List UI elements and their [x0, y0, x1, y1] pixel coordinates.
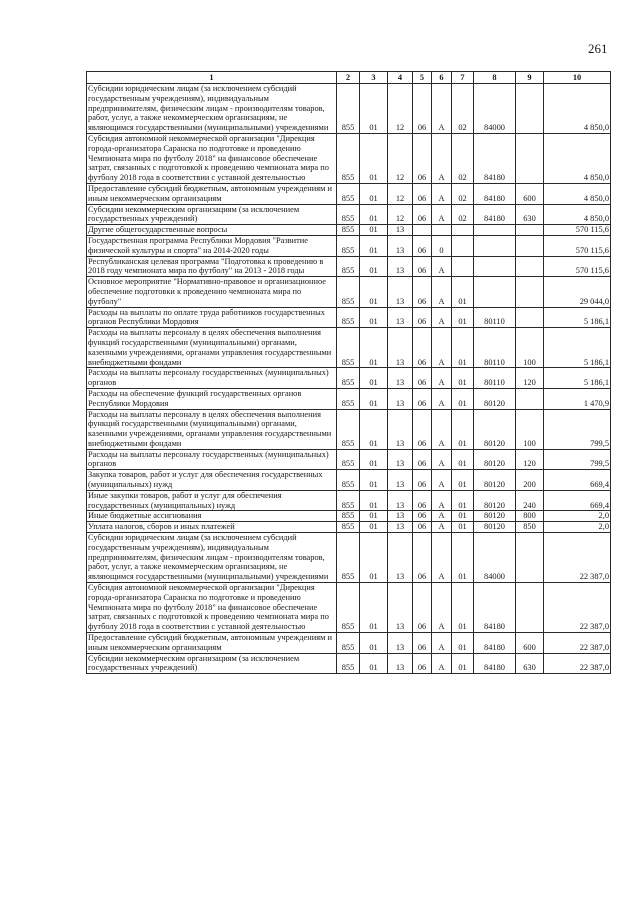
table-row: [87, 449, 611, 470]
section-code-cell: 01: [360, 511, 388, 522]
subprogram-code-cell: А: [432, 409, 452, 449]
subprogram-code-cell: А: [432, 522, 452, 533]
activity-code-cell: 01: [452, 368, 474, 389]
activity-code-cell: 01: [452, 490, 474, 511]
activity-code-cell: 01: [452, 653, 474, 674]
program-code-cell: 06: [413, 511, 432, 522]
section-code-cell: 01: [360, 277, 388, 307]
table-row: [87, 277, 611, 307]
table-row: [87, 225, 611, 236]
section-code-cell: 01: [360, 583, 388, 633]
amount-cell: 22 387,0: [544, 583, 611, 633]
section-code-cell: 01: [360, 409, 388, 449]
row-name-cell: Предоставление субсидий бюджетным, автономным учреждениям и иным некоммерческим организациям: [87, 633, 337, 654]
program-code-cell: 06: [413, 183, 432, 204]
direction-code-cell: 80120: [474, 490, 516, 511]
subprogram-code-cell: А: [432, 277, 452, 307]
program-code-cell: 06: [413, 307, 432, 328]
ved-code-cell: 855: [337, 409, 360, 449]
ved-code-cell: 855: [337, 522, 360, 533]
row-name-cell: Расходы на выплаты персоналу в целях обеспечения выполнения функций государственными (муниципальными) органами, казенными учреждениями, органами управления государственными внебюджетными фондами: [87, 328, 337, 368]
expense-type-code-cell: 100: [516, 328, 544, 368]
program-code-cell: 06: [413, 409, 432, 449]
row-name-cell: Субсидии некоммерческим организациям (за исключением государственных учреждений): [87, 204, 337, 225]
activity-code-cell: 02: [452, 183, 474, 204]
amount-cell: 570 115,6: [544, 225, 611, 236]
program-code-cell: 06: [413, 328, 432, 368]
subprogram-code-cell: А: [432, 388, 452, 409]
expense-type-code-cell: 600: [516, 633, 544, 654]
budget-table: [86, 71, 611, 674]
amount-cell: 4 850,0: [544, 204, 611, 225]
header-cell: 9: [516, 72, 544, 84]
section-code-cell: 01: [360, 307, 388, 328]
subsection-code-cell: 13: [388, 277, 413, 307]
direction-code-cell: 80110: [474, 328, 516, 368]
activity-code-cell: 01: [452, 511, 474, 522]
program-code-cell: 06: [413, 633, 432, 654]
section-code-cell: 01: [360, 490, 388, 511]
row-name-cell: Субсидии юридическим лицам (за исключением субсидий государственным учреждениям), индивидуальным предпринимателям, физическим лицам - производителям товаров, работ, услуг, а также некоммерческим организациям, не являющимся государственными (муниципальными) учреждениями: [87, 84, 337, 134]
subprogram-code-cell: А: [432, 307, 452, 328]
activity-code-cell: 01: [452, 633, 474, 654]
expense-type-code-cell: [516, 133, 544, 183]
table-row: [87, 388, 611, 409]
section-code-cell: 01: [360, 204, 388, 225]
amount-cell: 570 115,6: [544, 256, 611, 277]
program-code-cell: 06: [413, 235, 432, 256]
activity-code-cell: 02: [452, 84, 474, 134]
direction-code-cell: 84180: [474, 133, 516, 183]
amount-cell: 4 850,0: [544, 133, 611, 183]
ved-code-cell: 855: [337, 328, 360, 368]
subprogram-code-cell: 0: [432, 235, 452, 256]
ved-code-cell: 855: [337, 511, 360, 522]
program-code-cell: 06: [413, 522, 432, 533]
ved-code-cell: 855: [337, 204, 360, 225]
section-code-cell: 01: [360, 522, 388, 533]
program-code-cell: 06: [413, 204, 432, 225]
table-row: [87, 204, 611, 225]
direction-code-cell: 80120: [474, 449, 516, 470]
table-body: [87, 84, 611, 674]
row-name-cell: Закупка товаров, работ и услуг для обеспечения государственных (муниципальных) нужд: [87, 470, 337, 491]
subsection-code-cell: 13: [388, 368, 413, 389]
page-number: 261: [588, 41, 608, 56]
subsection-code-cell: 13: [388, 449, 413, 470]
subsection-code-cell: 12: [388, 133, 413, 183]
amount-cell: 1 470,9: [544, 388, 611, 409]
subsection-code-cell: 13: [388, 307, 413, 328]
program-code-cell: 06: [413, 653, 432, 674]
amount-cell: 669,4: [544, 470, 611, 491]
activity-code-cell: 01: [452, 307, 474, 328]
subprogram-code-cell: А: [432, 449, 452, 470]
program-code-cell: 06: [413, 368, 432, 389]
header-cell: 10: [544, 72, 611, 84]
expense-type-code-cell: 120: [516, 368, 544, 389]
table-row: [87, 522, 611, 533]
table-row: [87, 511, 611, 522]
header-cell: 7: [452, 72, 474, 84]
header-cell: 2: [337, 72, 360, 84]
expense-type-code-cell: [516, 277, 544, 307]
ved-code-cell: 855: [337, 470, 360, 491]
subsection-code-cell: 13: [388, 256, 413, 277]
ved-code-cell: 855: [337, 256, 360, 277]
direction-code-cell: 84180: [474, 633, 516, 654]
row-name-cell: Субсидии юридическим лицам (за исключением субсидий государственным учреждениям), индивидуальным предпринимателям, физическим лицам - производителям товаров, работ, услуг, а также некоммерческим организациям, не являющимся государственными (муниципальными) учреждениями: [87, 533, 337, 583]
subsection-code-cell: 13: [388, 328, 413, 368]
section-code-cell: 01: [360, 256, 388, 277]
program-code-cell: [413, 225, 432, 236]
amount-cell: 5 186,1: [544, 368, 611, 389]
activity-code-cell: 01: [452, 388, 474, 409]
table-row: [87, 368, 611, 389]
subsection-code-cell: 13: [388, 409, 413, 449]
ved-code-cell: 855: [337, 235, 360, 256]
amount-cell: 4 850,0: [544, 183, 611, 204]
subprogram-code-cell: А: [432, 133, 452, 183]
direction-code-cell: 80120: [474, 409, 516, 449]
direction-code-cell: [474, 277, 516, 307]
amount-cell: 22 387,0: [544, 633, 611, 654]
ved-code-cell: 855: [337, 307, 360, 328]
expense-type-code-cell: 800: [516, 511, 544, 522]
table-row: [87, 133, 611, 183]
table-row: [87, 533, 611, 583]
subprogram-code-cell: [432, 225, 452, 236]
program-code-cell: 06: [413, 449, 432, 470]
direction-code-cell: 84000: [474, 533, 516, 583]
amount-cell: 669,4: [544, 490, 611, 511]
subprogram-code-cell: А: [432, 633, 452, 654]
program-code-cell: 06: [413, 388, 432, 409]
ved-code-cell: 855: [337, 653, 360, 674]
program-code-cell: 06: [413, 583, 432, 633]
header-row: [87, 72, 611, 84]
activity-code-cell: 01: [452, 533, 474, 583]
row-name-cell: Субсидия автономной некоммерческой организации "Дирекция города-организатора Саранска по подготовке и проведению Чемпионата мира по футболу 2018" на финансовое обеспечение затрат, связанных с подготовкой к проведению чемпионата мира по футболу 2018 года в соответствии с уставной деятельностью: [87, 133, 337, 183]
amount-cell: 22 387,0: [544, 653, 611, 674]
table-row: [87, 307, 611, 328]
subsection-code-cell: 13: [388, 522, 413, 533]
table-row: [87, 256, 611, 277]
program-code-cell: 06: [413, 133, 432, 183]
section-code-cell: 01: [360, 84, 388, 134]
activity-code-cell: 01: [452, 583, 474, 633]
direction-code-cell: 80120: [474, 511, 516, 522]
header-cell: 1: [87, 72, 337, 84]
subprogram-code-cell: А: [432, 368, 452, 389]
amount-cell: 570 115,6: [544, 235, 611, 256]
expense-type-code-cell: 630: [516, 653, 544, 674]
activity-code-cell: 01: [452, 470, 474, 491]
direction-code-cell: 80120: [474, 470, 516, 491]
activity-code-cell: 01: [452, 409, 474, 449]
table-row: [87, 470, 611, 491]
expense-type-code-cell: 630: [516, 204, 544, 225]
direction-code-cell: [474, 235, 516, 256]
amount-cell: 2,0: [544, 511, 611, 522]
activity-code-cell: 01: [452, 449, 474, 470]
table-row: [87, 490, 611, 511]
expense-type-code-cell: 100: [516, 409, 544, 449]
subprogram-code-cell: А: [432, 583, 452, 633]
expense-type-code-cell: [516, 225, 544, 236]
row-name-cell: Основное мероприятие "Нормативно-правовое и организационное обеспечение подготовки к проведению чемпионата мира по футболу": [87, 277, 337, 307]
subsection-code-cell: 13: [388, 225, 413, 236]
subsection-code-cell: 13: [388, 235, 413, 256]
row-name-cell: Расходы на выплаты персоналу государственных (муниципальных) органов: [87, 449, 337, 470]
subsection-code-cell: 13: [388, 388, 413, 409]
activity-code-cell: 01: [452, 522, 474, 533]
section-code-cell: 01: [360, 225, 388, 236]
activity-code-cell: 01: [452, 277, 474, 307]
section-code-cell: 01: [360, 328, 388, 368]
amount-cell: 799,5: [544, 449, 611, 470]
section-code-cell: 01: [360, 533, 388, 583]
header-cell: 3: [360, 72, 388, 84]
activity-code-cell: 02: [452, 204, 474, 225]
row-name-cell: Предоставление субсидий бюджетным, автономным учреждениям и иным некоммерческим организациям: [87, 183, 337, 204]
section-code-cell: 01: [360, 633, 388, 654]
subsection-code-cell: 13: [388, 633, 413, 654]
program-code-cell: 06: [413, 277, 432, 307]
amount-cell: 5 186,1: [544, 307, 611, 328]
program-code-cell: 06: [413, 533, 432, 583]
activity-code-cell: 01: [452, 328, 474, 368]
row-name-cell: Другие общегосударственные вопросы: [87, 225, 337, 236]
expense-type-code-cell: 240: [516, 490, 544, 511]
subprogram-code-cell: А: [432, 84, 452, 134]
table-row: [87, 328, 611, 368]
expense-type-code-cell: [516, 533, 544, 583]
section-code-cell: 01: [360, 183, 388, 204]
amount-cell: 4 850,0: [544, 84, 611, 134]
section-code-cell: 01: [360, 449, 388, 470]
amount-cell: 29 044,0: [544, 277, 611, 307]
section-code-cell: 01: [360, 388, 388, 409]
program-code-cell: 06: [413, 470, 432, 491]
amount-cell: 22 387,0: [544, 533, 611, 583]
row-name-cell: Иные бюджетные ассигнования: [87, 511, 337, 522]
header-cell: 4: [388, 72, 413, 84]
direction-code-cell: 84180: [474, 583, 516, 633]
direction-code-cell: 80110: [474, 307, 516, 328]
amount-cell: 5 186,1: [544, 328, 611, 368]
program-code-cell: 06: [413, 84, 432, 134]
activity-code-cell: [452, 235, 474, 256]
direction-code-cell: [474, 225, 516, 236]
subprogram-code-cell: А: [432, 183, 452, 204]
header-cell: 6: [432, 72, 452, 84]
row-name-cell: Расходы на выплаты по оплате труда работников государственных органов Республики Мордовия: [87, 307, 337, 328]
direction-code-cell: 84180: [474, 653, 516, 674]
activity-code-cell: [452, 256, 474, 277]
subsection-code-cell: 13: [388, 511, 413, 522]
row-name-cell: Расходы на выплаты персоналу в целях обеспечения выполнения функций государственными (муниципальными) органами, казенными учреждениями, органами управления государственными внебюджетными фондами: [87, 409, 337, 449]
section-code-cell: 01: [360, 133, 388, 183]
ved-code-cell: 855: [337, 490, 360, 511]
expense-type-code-cell: [516, 235, 544, 256]
table-row: [87, 583, 611, 633]
subsection-code-cell: 12: [388, 183, 413, 204]
row-name-cell: Уплата налогов, сборов и иных платежей: [87, 522, 337, 533]
section-code-cell: 01: [360, 470, 388, 491]
row-name-cell: Субсидия автономной некоммерческой организации "Дирекция города-организатора Саранска по подготовке и проведению Чемпионата мира по футболу 2018" на финансовое обеспечение затрат, связанных с подготовкой к проведению чемпионата мира по футболу 2018 года в соответствии с уставной деятельностью: [87, 583, 337, 633]
subprogram-code-cell: А: [432, 470, 452, 491]
table-row: [87, 183, 611, 204]
amount-cell: 2,0: [544, 522, 611, 533]
subprogram-code-cell: А: [432, 653, 452, 674]
subsection-code-cell: 12: [388, 204, 413, 225]
activity-code-cell: 02: [452, 133, 474, 183]
ved-code-cell: 855: [337, 388, 360, 409]
row-name-cell: Расходы на выплаты персоналу государственных (муниципальных) органов: [87, 368, 337, 389]
row-name-cell: Иные закупки товаров, работ и услуг для обеспечения государственных (муниципальных) нужд: [87, 490, 337, 511]
expense-type-code-cell: [516, 307, 544, 328]
table-row: [87, 653, 611, 674]
section-code-cell: 01: [360, 235, 388, 256]
expense-type-code-cell: 600: [516, 183, 544, 204]
ved-code-cell: 855: [337, 183, 360, 204]
direction-code-cell: [474, 256, 516, 277]
table-row: [87, 633, 611, 654]
expense-type-code-cell: [516, 84, 544, 134]
expense-type-code-cell: [516, 388, 544, 409]
expense-type-code-cell: [516, 256, 544, 277]
ved-code-cell: 855: [337, 583, 360, 633]
subprogram-code-cell: А: [432, 328, 452, 368]
expense-type-code-cell: [516, 583, 544, 633]
subprogram-code-cell: А: [432, 511, 452, 522]
ved-code-cell: 855: [337, 449, 360, 470]
ved-code-cell: 855: [337, 368, 360, 389]
ved-code-cell: 855: [337, 277, 360, 307]
subprogram-code-cell: А: [432, 533, 452, 583]
subprogram-code-cell: А: [432, 256, 452, 277]
row-name-cell: Субсидии некоммерческим организациям (за исключением государственных учреждений): [87, 653, 337, 674]
direction-code-cell: 80110: [474, 368, 516, 389]
expense-type-code-cell: 200: [516, 470, 544, 491]
subprogram-code-cell: А: [432, 204, 452, 225]
subprogram-code-cell: А: [432, 490, 452, 511]
activity-code-cell: [452, 225, 474, 236]
expense-type-code-cell: 120: [516, 449, 544, 470]
table-row: [87, 84, 611, 134]
section-code-cell: 01: [360, 368, 388, 389]
subsection-code-cell: 13: [388, 653, 413, 674]
direction-code-cell: 84180: [474, 183, 516, 204]
ved-code-cell: 855: [337, 225, 360, 236]
row-name-cell: Государственная программа Республики Мордовия "Развитие физической культуры и спорта" на 2014-2020 годы: [87, 235, 337, 256]
header-cell: 8: [474, 72, 516, 84]
amount-cell: 799,5: [544, 409, 611, 449]
direction-code-cell: 84180: [474, 204, 516, 225]
subsection-code-cell: 13: [388, 533, 413, 583]
expense-type-code-cell: 850: [516, 522, 544, 533]
ved-code-cell: 855: [337, 533, 360, 583]
direction-code-cell: 80120: [474, 388, 516, 409]
subsection-code-cell: 13: [388, 490, 413, 511]
table-row: [87, 235, 611, 256]
row-name-cell: Расходы на обеспечение функций государственных органов Республики Мордовия: [87, 388, 337, 409]
direction-code-cell: 80120: [474, 522, 516, 533]
program-code-cell: 06: [413, 256, 432, 277]
subsection-code-cell: 13: [388, 583, 413, 633]
subsection-code-cell: 12: [388, 84, 413, 134]
table-row: [87, 409, 611, 449]
ved-code-cell: 855: [337, 84, 360, 134]
ved-code-cell: 855: [337, 633, 360, 654]
direction-code-cell: 84000: [474, 84, 516, 134]
program-code-cell: 06: [413, 490, 432, 511]
subsection-code-cell: 13: [388, 470, 413, 491]
row-name-cell: Республиканская целевая программа "Подготовка к проведению в 2018 году чемпионата мира по футболу" на 2013 - 2018 годы: [87, 256, 337, 277]
ved-code-cell: 855: [337, 133, 360, 183]
header-cell: 5: [413, 72, 432, 84]
section-code-cell: 01: [360, 653, 388, 674]
